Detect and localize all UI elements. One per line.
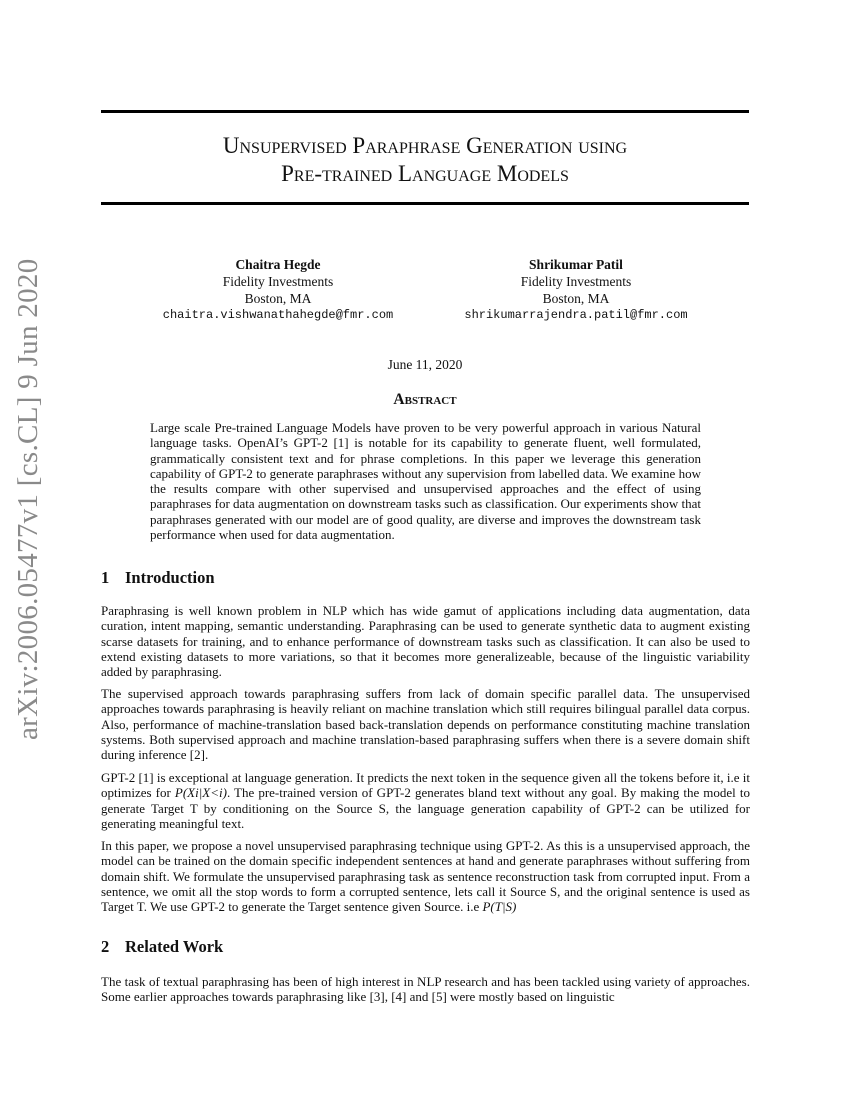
abstract-heading: Abstract: [393, 391, 457, 408]
paragraph-text: GPT-2 [1] is exceptional at language generation. It predicts the next token in the sequence given all the tokens before it, i.e it optimizes for: [101, 770, 750, 801]
abstract-body: Large scale Pre-trained Language Models have proven to be very powerful approach in various Natural language tasks. OpenAI’s GPT-2 [1] is notable for its capability to generate fluent, well formulated, grammatically consistent text and for phrase completions. In this paper we leverage this generation capability of GPT-2 to generate paraphrases without any supervision from labelled data. We examine how the results compare with other supervised and unsupervised approaches and the effect of using paraphrases for data augmentation on downstream tasks such as classification. Our experiments show that paraphrases generated with our model are of good quality, are diverse and improves the downstream task performance when used for data augmentation.: [150, 420, 701, 543]
author-email[interactable]: chaitra.vishwanathahegde@fmr.com: [162, 308, 394, 322]
section-title: Related Work: [125, 937, 224, 956]
paragraph-text: . The pre-trained version of GPT-2 generates bland text without any goal. By making the model to generate Target T by conditioning on the Source S, the language generation capability of GPT-2 can be utilized for generating meaningful text.: [101, 785, 750, 831]
paragraph-text: In this paper, we propose a novel unsupervised paraphrasing technique using GPT-2. As this is a unsupervised approach, the model can be trained on the domain specific independent sentences at hand and generate paraphrases without suffering from domain shift. We formulate the unsupervised paraphrasing task as sentence reconstruction task from corrupted input. From a sentence, we omit all the stop words to form a corrupted sentence, lets call it Source S, and the original sentence is used as Target T. We use GPT-2 to generate the Target sentence given Source. i.e: [101, 838, 750, 915]
section-number: 2: [101, 937, 110, 956]
section-heading-related-work: [101, 937, 223, 957]
inline-math: P(Xi|X<i): [174, 785, 227, 801]
author-location: Boston, MA: [542, 291, 610, 306]
author-email[interactable]: shrikumarrajendra.patil@fmr.com: [464, 308, 688, 322]
paper-title-line-2: Pre-trained Language Models: [281, 161, 569, 186]
author-name: Chaitra Hegde: [235, 257, 321, 272]
paragraph: [101, 770, 750, 831]
section-heading-introduction: [101, 568, 215, 588]
author-affiliation: Fidelity Investments: [520, 274, 632, 289]
title-rule-bottom: [101, 202, 749, 205]
paper-title-line-1: Unsupervised Paraphrase Generation using: [222, 133, 628, 158]
paragraph: Paraphrasing is well known problem in NLP which has wide gamut of applications including data augmentation, data curation, intent mapping, semantic understanding. Paraphrasing can be used to generate synthetic data to augment existing scarse datasets for training, and to enhance performance of downstream tasks such as classification. It can also be used to extend existing datasets to more variations, so that it becomes more generalizeable, because of the linguistic variability added by paraphrasing.: [101, 603, 750, 680]
author-block: [426, 256, 726, 324]
title-rule-top: [101, 110, 749, 113]
author-location: Boston, MA: [244, 291, 312, 306]
inline-math: P(T|S): [482, 899, 517, 915]
author-affiliation: Fidelity Investments: [222, 274, 334, 289]
arxiv-identifier-stamp: arXiv:2006.05477v1 [cs.CL] 9 Jun 2020: [12, 258, 44, 740]
paragraph: The task of textual paraphrasing has been of high interest in NLP research and has been tackled using variety of approaches. Some earlier approaches towards paraphrasing like [3], [4] and [5] were mostly based on linguistic: [101, 974, 750, 1005]
publication-date: June 11, 2020: [387, 357, 463, 372]
paper-title: [101, 132, 749, 188]
section-title: Introduction: [125, 568, 215, 587]
section-number: 1: [101, 568, 110, 587]
author-name: Shrikumar Patil: [529, 257, 623, 272]
author-block: [128, 256, 428, 324]
paragraph: [101, 838, 750, 914]
paragraph: The supervised approach towards paraphrasing suffers from lack of domain specific parallel data. The unsupervised approaches towards paraphrasing is heavily reliant on machine translation which still requires bilingual parallel data corpus. Also, performance of machine-translation based back-translation depends on performance constituting machine translation systems. Both supervised approach and machine translation-based paraphrasing suffers when there is a severe domain shift during inference [2].: [101, 686, 750, 763]
